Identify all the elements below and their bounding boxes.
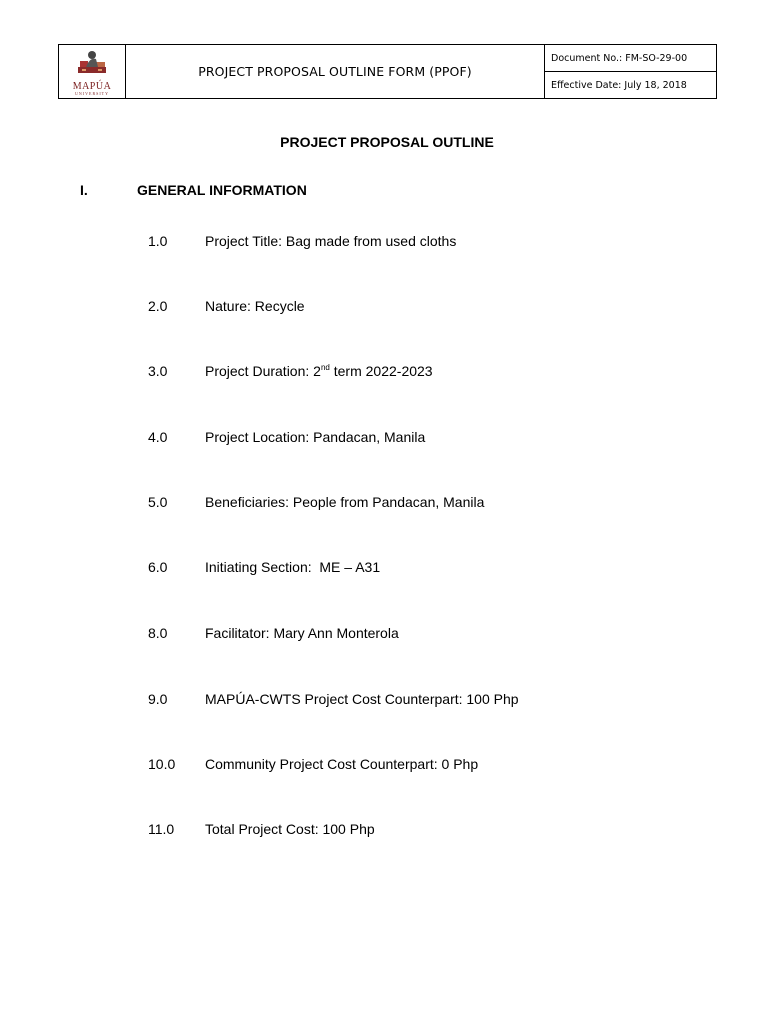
item-label: Nature: Recycle [205, 298, 305, 314]
item-number: 10.0 [148, 756, 176, 772]
item-number: 1.0 [148, 233, 168, 249]
item-number: 2.0 [148, 298, 168, 314]
page-title: PROJECT PROPOSAL OUTLINE [280, 134, 494, 150]
item-label: Project Location: Pandacan, Manila [205, 429, 426, 445]
item-number: 11.0 [148, 821, 175, 837]
document-number: Document No.: FM-SO-29-00 [545, 45, 717, 72]
logo-subtext: UNIVERSITY [75, 91, 109, 96]
section-number: I. [80, 182, 88, 198]
item-label: Community Project Cost Counterpart: 0 Php [205, 756, 479, 772]
item-number: 3.0 [148, 363, 168, 379]
item-label: MAPÚA-CWTS Project Cost Counterpart: 100 Php [205, 691, 519, 707]
university-seal-icon [72, 47, 112, 77]
item-label: Initiating Section: ME – A31 [205, 559, 381, 575]
effective-date: Effective Date: July 18, 2018 [545, 72, 717, 99]
item-label-end: term 2022-2023 [329, 363, 433, 379]
logo-cell [59, 45, 126, 99]
item-label-start: Project Duration: 2 [205, 363, 321, 379]
item-number: 9.0 [148, 691, 168, 707]
item-label: Total Project Cost: 100 Php [205, 821, 375, 837]
item-number: 6.0 [148, 559, 168, 575]
ordinal-suffix: nd [320, 363, 330, 372]
item-number: 8.0 [148, 625, 168, 641]
section-title: GENERAL INFORMATION [137, 182, 307, 198]
item-label: Beneficiaries: People from Pandacan, Manila [205, 494, 485, 510]
logo-text: MAPÚA [72, 81, 112, 92]
item-number: 4.0 [148, 429, 168, 445]
document-header [58, 44, 717, 99]
item-number: 5.0 [148, 494, 168, 510]
item-label [205, 363, 433, 379]
item-label: Project Title: Bag made from used cloths [205, 233, 457, 249]
item-label: Facilitator: Mary Ann Monterola [205, 625, 399, 641]
form-title: PROJECT PROPOSAL OUTLINE FORM (PPOF) [126, 45, 545, 99]
